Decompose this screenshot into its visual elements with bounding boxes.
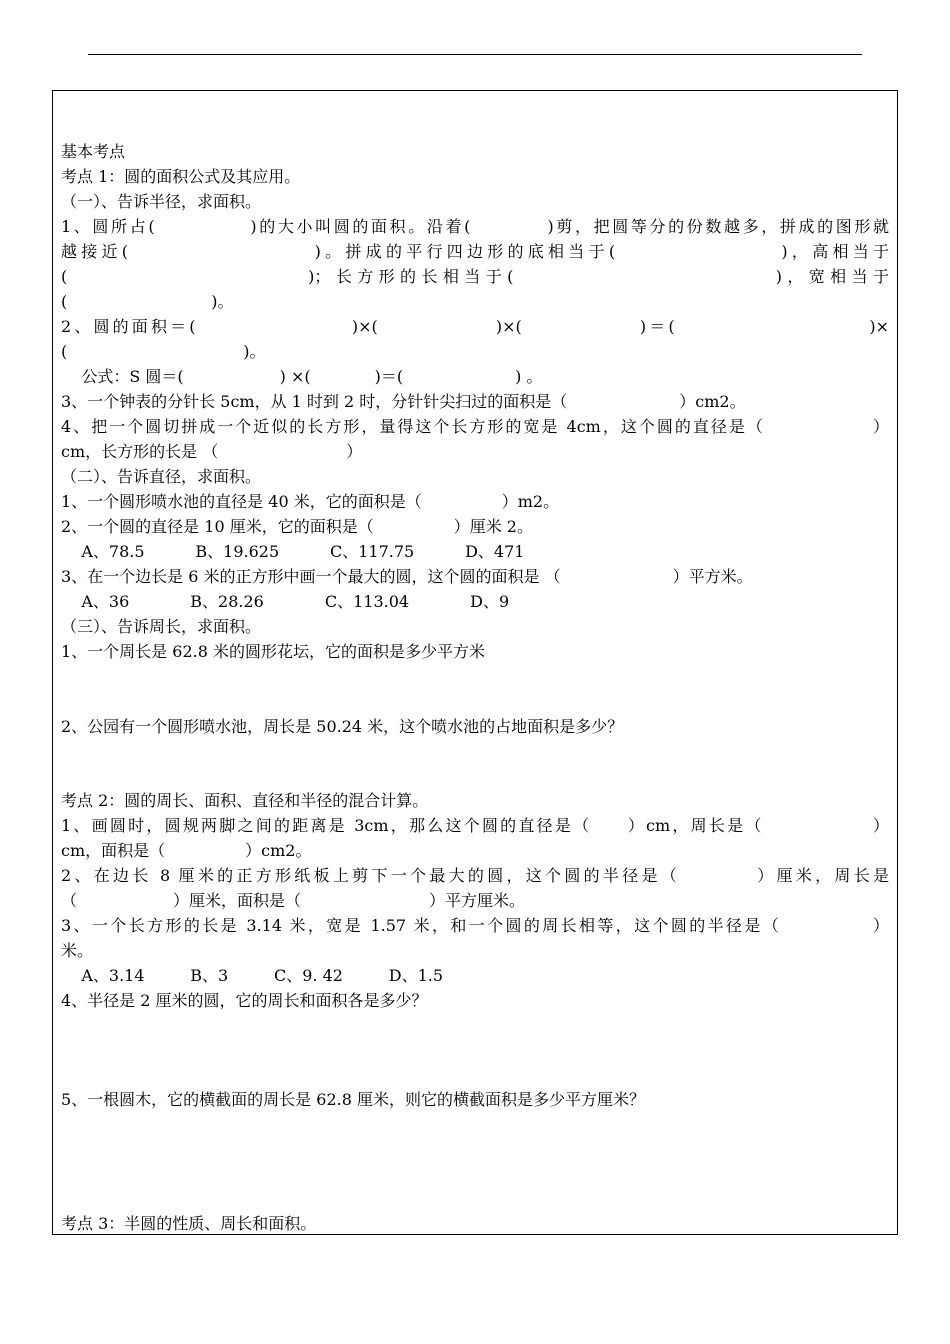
text-line: 3、一个钟表的分针长 5cm，从 1 时到 2 时，分针针尖扫过的面积是（ ）cm2。: [61, 392, 746, 411]
text-line: 2、公园有一个圆形喷水池，周长是 50.24 米，这个喷水池的占地面积是多少？: [61, 717, 624, 736]
text-line: 考点 1：圆的面积公式及其应用。: [61, 167, 301, 186]
text-line: ( )。: [61, 292, 234, 311]
text-line: cm，长方形的长是 （ ）: [61, 442, 363, 461]
text-line: A、3.14 B、3 C、9. 42 D、1.5: [61, 966, 444, 985]
text-line: cm，面积是（ ）cm2。: [61, 841, 312, 860]
text-line: 4、半径是 2 厘米的圆，它的周长和面积各是多少？: [61, 991, 428, 1010]
text-line: 公式：S 圆＝( ) ×( )＝( ) 。: [61, 367, 543, 386]
text-line: 考点 2：圆的周长、面积、直径和半径的混合计算。: [61, 791, 429, 810]
text-line: 1、一个周长是 62.8 米的圆形花坛，它的面积是多少平方米: [61, 642, 485, 661]
header-rule: [88, 54, 862, 55]
text-line: 3、一个长方形的长是 3.14 米，宽是 1.57 米，和一个圆的周长相等，这个圆的半径是（ ）: [61, 916, 889, 935]
text-line: 1、画圆时，圆规两脚之间的距离是 3cm，那么这个圆的直径是（ ）cm，周长是（ ）: [61, 816, 889, 835]
text-line: A、78.5 B、19.625 C、117.75 D、471: [61, 542, 525, 561]
text-line: 4、把一个圆切拼成一个近似的长方形，量得这个长方形的宽是 4cm，这个圆的直径是（ ）: [61, 417, 889, 436]
text-line: （一）、告诉半径，求面积。: [61, 192, 262, 211]
text-line: 2、圆的面积＝( )×( )×( )＝( )×: [61, 317, 889, 336]
text-line: ( )；长方形的长相当于( )，宽相当于: [61, 267, 889, 286]
text-line: （ ）厘米，面积是（ ）平方厘米。: [61, 891, 526, 910]
text-line: （二）、告诉直径，求面积。: [61, 467, 262, 486]
text-line: 米。: [61, 941, 94, 960]
text-line: 越接近( )。拼成的平行四边形的底相当于( )，高相当于: [61, 242, 889, 261]
text-line: 1、一个圆形喷水池的直径是 40 米，它的面积是（ ）m2。: [61, 492, 560, 511]
text-line: 3、在一个边长是 6 米的正方形中画一个最大的圆，这个圆的面积是 （ ）平方米。: [61, 567, 753, 586]
text-line: 考点 3：半圆的性质、周长和面积。: [61, 1214, 317, 1233]
text-line: A、36 B、28.26 C、113.04 D、9: [61, 592, 510, 611]
text-line: （三）、告诉周长，求面积。: [61, 617, 262, 636]
text-line: 2、一个圆的直径是 10 厘米，它的面积是（ ）厘米 2。: [61, 517, 533, 536]
text-line: 1、圆所占( )的大小叫圆的面积。沿着( )剪，把圆等分的份数越多，拼成的图形就: [61, 217, 889, 236]
text-line: ( )。: [61, 342, 266, 361]
text-line: 基本考点: [61, 142, 126, 161]
text-line: 5、一根圆木，它的横截面的周长是 62.8 厘米，则它的横截面积是多少平方厘米？: [61, 1090, 645, 1109]
text-line: 2、在边长 8 厘米的正方形纸板上剪下一个最大的圆，这个圆的半径是（ ）厘米，周长是: [61, 866, 889, 885]
